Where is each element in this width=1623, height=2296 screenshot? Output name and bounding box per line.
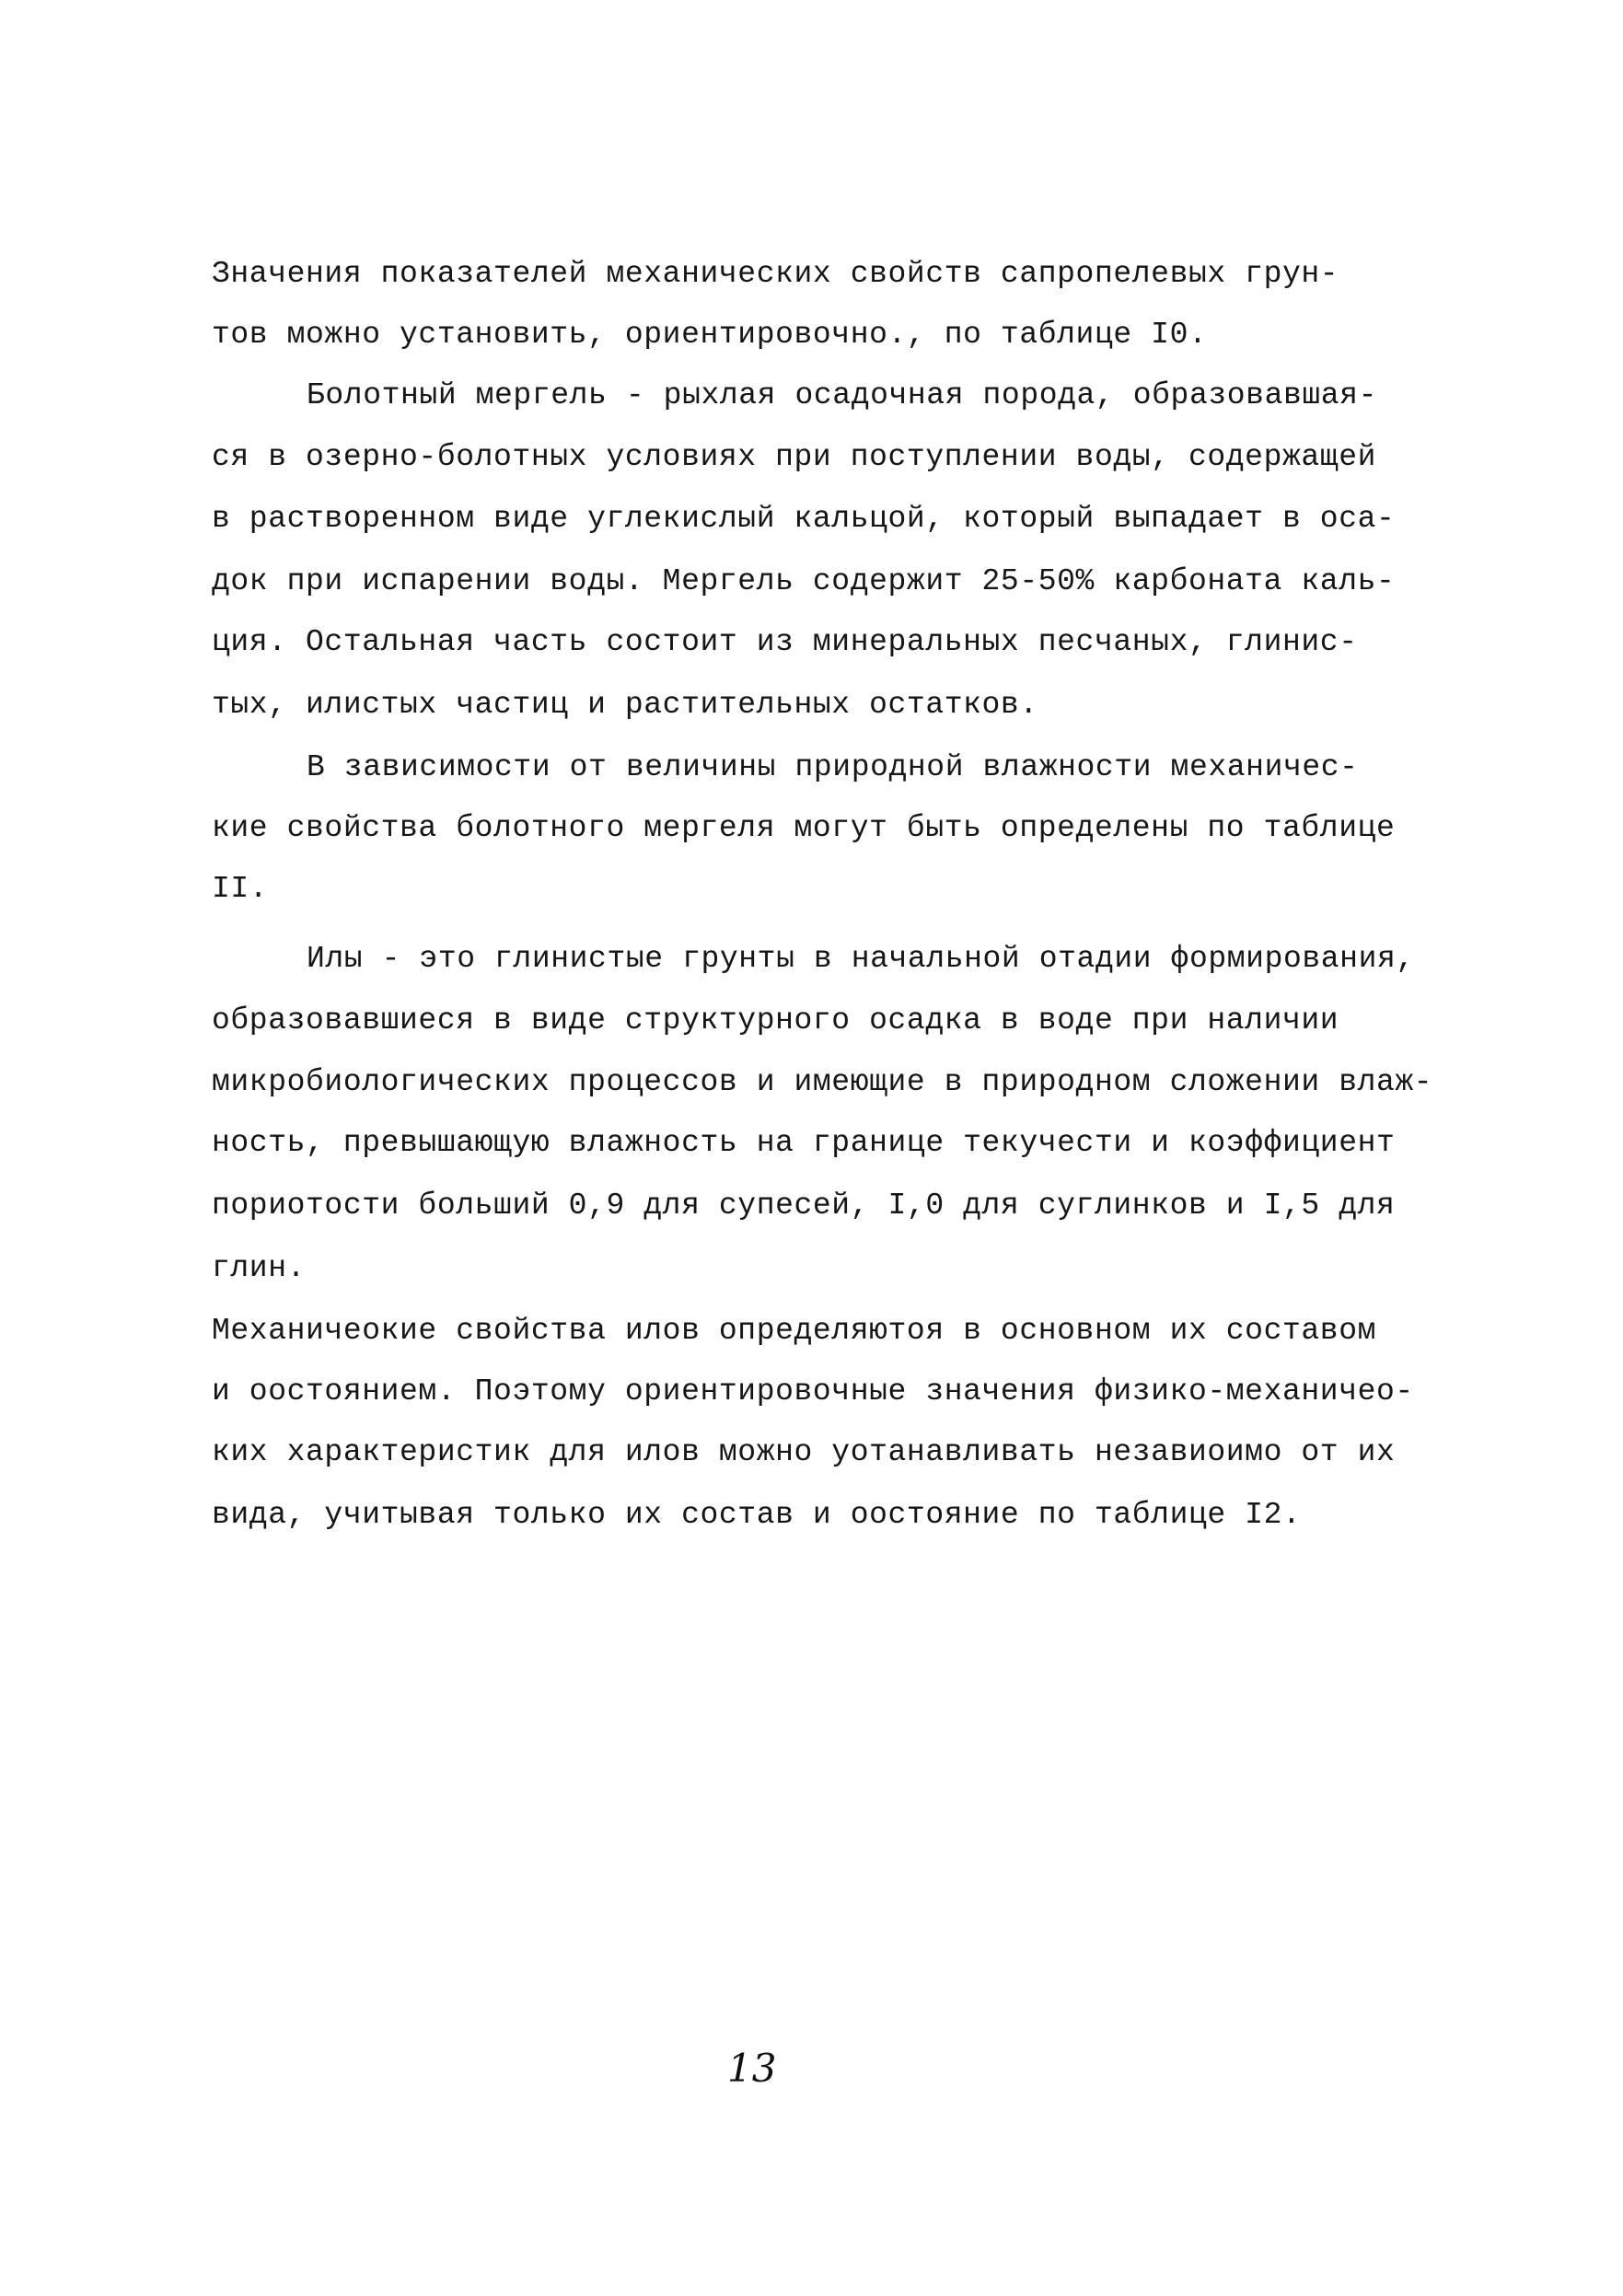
paragraph-1-line-2: тов можно установить, ориентировочно., по таблице I0. [212,318,1208,352]
paragraph-3-line-1: В зависимости от величины природной влажности механичес- [307,750,1359,784]
paragraph-4-line-6: глин. [212,1251,307,1285]
paragraph-2-line-3: в растворенном виде углекислый кальцой, который выпадает в оса- [212,502,1396,536]
page-number: 13 [727,2046,777,2091]
paragraph-4-line-5: пориотости больший 0,9 для супесей, I,0 для суглинков и I,5 для [212,1189,1396,1223]
paragraph-2-line-4: док при испарении воды. Мергель содержит 25-50% карбоната каль- [212,564,1396,598]
paragraph-4-line-2: образовавшиеся в виде структурного осадка в воде при наличии [212,1003,1339,1038]
paragraph-5-line-3: ких характеристик для илов можно уотанавливать незавиоимо от их [212,1435,1396,1469]
paragraph-5-line-4: вида, учитывая только их состав и оостояние по таблице I2. [212,1498,1302,1532]
paragraph-3-line-3: II. [212,872,269,906]
paragraph-5-line-1: Механичеокие свойства илов определяютоя в основном их составом [212,1314,1376,1348]
paragraph-4-line-3: микробиологических процессов и имеющие в природном сложении влаж- [212,1065,1433,1099]
paragraph-2-line-1: Болотный мергель - рыхлая осадочная порода, образовавшая- [307,378,1377,412]
paragraph-5-line-2: и оостоянием. Поэтому ориентировочные значения физико-механичео- [212,1374,1414,1409]
paragraph-4-line-1: Илы - это глинистые грунты в начальной отадии формирования, [307,942,1415,976]
paragraph-2-line-6: тых, илистых частиц и растительных остатков. [212,688,1038,722]
paragraph-3-line-2: кие свойства болотного мергеля могут быть определены по таблице [212,811,1396,845]
paragraph-2-line-5: ция. Остальная часть состоит из минеральных песчаных, глинис- [212,625,1358,659]
paragraph-2-line-2: ся в озерно-болотных условиях при поступлении воды, содержащей [212,440,1376,474]
paragraph-1-line-1: Значения показателей механических свойств сапропелевых грун- [212,257,1339,291]
paragraph-4-line-4: ность, превышающую влажность на границе текучести и коэффициент [212,1126,1396,1160]
